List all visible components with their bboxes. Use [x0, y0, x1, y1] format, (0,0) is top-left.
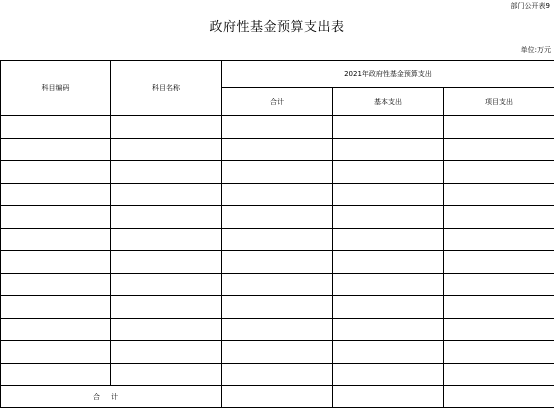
cell-total [222, 116, 333, 139]
table-row [1, 341, 554, 364]
cell-subject-name [111, 341, 222, 364]
cell-subject-name [111, 116, 222, 139]
col-header-subject-code: 科目编码 [1, 61, 111, 116]
cell-project-expense [444, 296, 554, 319]
cell-subject-code [1, 206, 111, 229]
cell-subject-code [1, 273, 111, 296]
cell-total [222, 228, 333, 251]
cell-total [222, 206, 333, 229]
table-row [1, 228, 554, 251]
cell-subject-name [111, 363, 222, 386]
table-body [1, 116, 554, 408]
col-header-total: 合计 [222, 88, 333, 116]
col-header-subject-name: 科目名称 [111, 61, 222, 116]
cell-basic-expense [333, 228, 444, 251]
cell-project-expense [444, 138, 554, 161]
cell-project-expense [444, 206, 554, 229]
unit-label: 单位:万元 [520, 46, 551, 54]
col-header-project-expense: 项目支出 [444, 88, 554, 116]
cell-basic-expense [333, 363, 444, 386]
cell-subject-code [1, 116, 111, 139]
table-row [1, 183, 554, 206]
cell-project-expense [444, 318, 554, 341]
cell-subject-code [1, 251, 111, 274]
table-row [1, 138, 554, 161]
cell-subject-code [1, 318, 111, 341]
table-row [1, 251, 554, 274]
table-row [1, 116, 554, 139]
cell-project-expense [444, 116, 554, 139]
cell-total [222, 161, 333, 184]
cell-project-expense [444, 183, 554, 206]
cell-basic-expense [333, 296, 444, 319]
table-row [1, 318, 554, 341]
cell-total [222, 296, 333, 319]
total-label: 合计 [1, 386, 222, 408]
cell-subject-name [111, 296, 222, 319]
budget-table [0, 60, 554, 408]
cell-subject-name [111, 251, 222, 274]
col-group-header: 2021年政府性基金预算支出 [222, 61, 554, 88]
cell-subject-name [111, 206, 222, 229]
cell-basic-expense [333, 318, 444, 341]
cell-total [222, 363, 333, 386]
cell-subject-name [111, 161, 222, 184]
cell-project-expense [444, 251, 554, 274]
table-row [1, 363, 554, 386]
table-row [1, 296, 554, 319]
cell-project-expense [444, 341, 554, 364]
table-row [1, 161, 554, 184]
cell-total-basic-expense [333, 386, 444, 408]
cell-basic-expense [333, 116, 444, 139]
cell-total [222, 183, 333, 206]
cell-project-expense [444, 228, 554, 251]
cell-subject-code [1, 183, 111, 206]
cell-project-expense [444, 363, 554, 386]
cell-basic-expense [333, 273, 444, 296]
cell-subject-code [1, 228, 111, 251]
cell-total [222, 341, 333, 364]
cell-subject-code [1, 138, 111, 161]
form-number: 部门公开表9 [510, 2, 550, 10]
document-title: 政府性基金预算支出表 [209, 20, 345, 35]
cell-subject-code [1, 363, 111, 386]
cell-project-expense [444, 273, 554, 296]
cell-basic-expense [333, 138, 444, 161]
cell-basic-expense [333, 251, 444, 274]
cell-total [222, 273, 333, 296]
cell-total-sum [222, 386, 333, 408]
table-row [1, 273, 554, 296]
cell-subject-code [1, 341, 111, 364]
cell-basic-expense [333, 341, 444, 364]
cell-total [222, 138, 333, 161]
cell-subject-name [111, 273, 222, 296]
cell-subject-name [111, 228, 222, 251]
cell-total-project-expense [444, 386, 554, 408]
cell-basic-expense [333, 183, 444, 206]
cell-subject-name [111, 183, 222, 206]
cell-total [222, 251, 333, 274]
cell-total [222, 318, 333, 341]
cell-basic-expense [333, 206, 444, 229]
cell-subject-code [1, 161, 111, 184]
table-row [1, 206, 554, 229]
cell-basic-expense [333, 161, 444, 184]
cell-subject-name [111, 138, 222, 161]
total-row [1, 386, 554, 408]
cell-subject-name [111, 318, 222, 341]
cell-subject-code [1, 296, 111, 319]
col-header-basic-expense: 基本支出 [333, 88, 444, 116]
cell-project-expense [444, 161, 554, 184]
